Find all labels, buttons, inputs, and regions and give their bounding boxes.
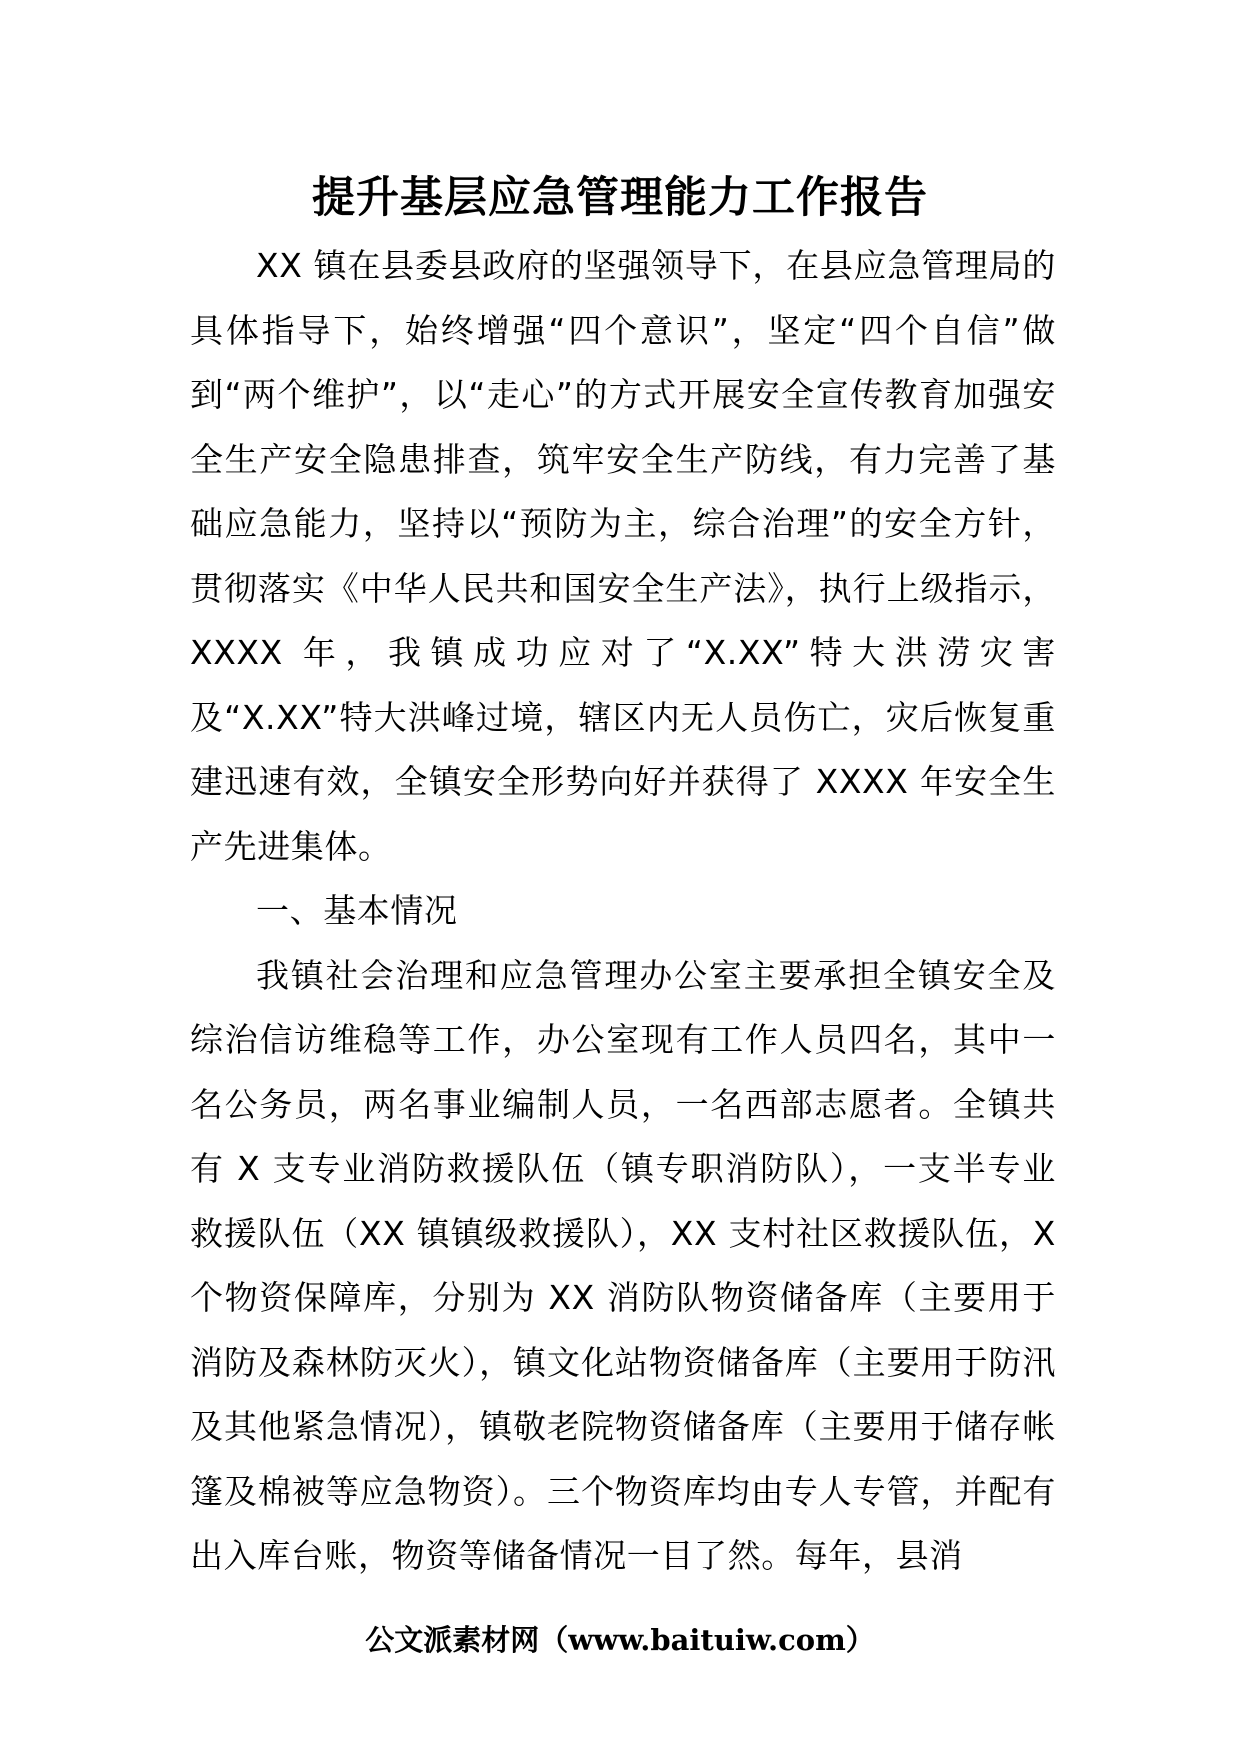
basic-situation-paragraph: 我镇社会治理和应急管理办公室主要承担全镇安全及综治信访维稳等工作，办公室现有工作人员四名，其中一名公务员，两名事业编制人员，一名西部志愿者。全镇共有 X 支专业消防救援队伍（镇专职消防队），一支半专业救援队伍（XX 镇镇级救援队），XX 支村社区救援队伍，X 个物资保障库，分别为 XX 消防队物资储备库（主要用于消防及森林防灭火），镇文化站物资储备库（主要用于防汛及其他紧急情况），镇敬老院物资储备库（主要用于储存帐篷及棉被等应急物资）。三个物资库均由专人专管，并配有出入库台账，物资等储备情况一目了然。每年，县消 <box>190 955 1056 1575</box>
footer-site-url: （www.baituiw.com） <box>539 1623 875 1657</box>
footer-watermark <box>0 1618 1240 1662</box>
footer-site-name: 公文派素材网 <box>365 1623 540 1657</box>
document-title: 提升基层应急管理能力工作报告 <box>312 173 928 223</box>
section-heading-basic-situation: 一、基本情况 <box>256 891 458 930</box>
document-body <box>190 234 1056 1589</box>
intro-paragraph: XX 镇在县委县政府的坚强领导下，在县应急管理局的具体指导下，始终增强“四个意识”，坚定“四个自信”做到“两个维护”，以“走心”的方式开展安全宣传教育加强安全生产安全隐患排查，筑牢安全生产防线，有力完善了基础应急能力，坚持以“预防为主，综合治理”的安全方针，贯彻落实《中华人民共和国安全生产法》，执行上级指示，XXXX 年，我镇成功应对了“X.XX”特大洪涝灾害及“X.XX”特大洪峰过境，辖区内无人员伤亡，灾后恢复重建迅速有效，全镇安全形势向好并获得了 XXXX 年安全生产先进集体。 <box>190 246 1056 866</box>
